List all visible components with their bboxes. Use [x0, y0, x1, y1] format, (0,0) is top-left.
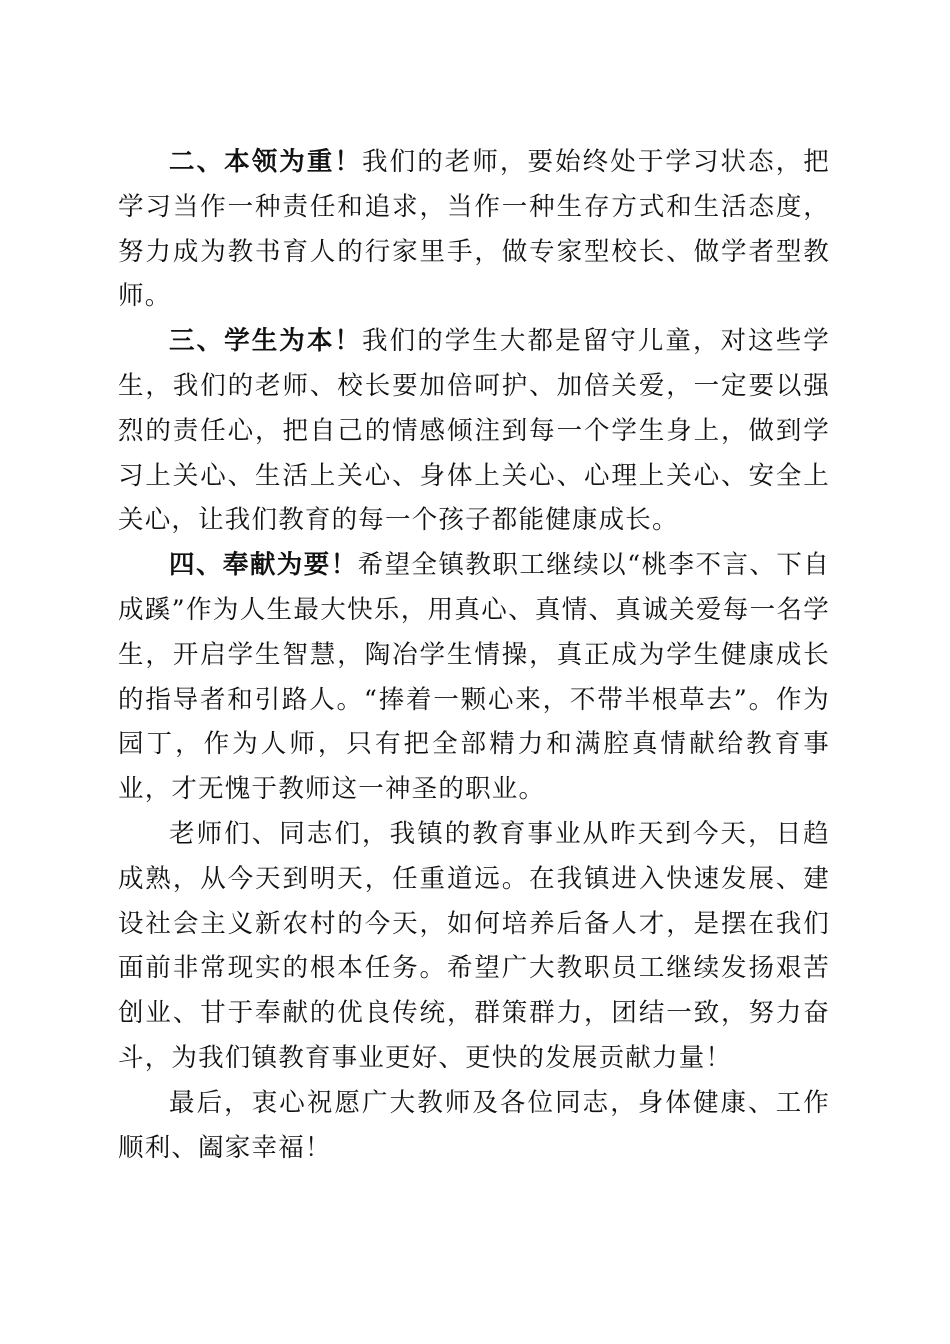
paragraph-heading: 二、本领为重！: [169, 147, 363, 177]
paragraph-dedication: [118, 543, 830, 812]
paragraph-text: 最后，衷心祝愿广大教师及各位同志，身体健康、工作顺利、阖家幸福！: [118, 1087, 830, 1163]
paragraph-heading: 三、学生为本！: [169, 326, 363, 357]
paragraph-heading: 四、奉献为要！: [169, 550, 358, 581]
paragraph-text: 希望全镇教职工继续以“桃李不言、下自成蹊”作为人生最大快乐，用真心、真情、真诚关爱每一名学生，开启学生智慧，陶冶学生情操，真正成为学生健康成长的指导者和引路人。“捧着一颗心来，不带半根草去”。作为园丁，作为人师，只有把全部精力和满腔真情献给教育事业，才无愧于教师这一神圣的职业。: [118, 550, 830, 805]
paragraph-outlook: [118, 812, 830, 1081]
paragraph-text: 我们的老师，要始终处于学习状态，把学习当作一种责任和追求，当作一种生存方式和生活态度，努力成为教书育人的行家里手，做专家型校长、做学者型教师。: [118, 147, 830, 312]
paragraph-text: 我们的学生大都是留守儿童，对这些学生，我们的老师、校长要加倍呵护、加倍关爱，一定要以强烈的责任心，把自己的情感倾注到每一个学生身上，做到学习上关心、生活上关心、身体上关心、心理上关心、安全上关心，让我们教育的每一个孩子都能健康成长。: [118, 326, 830, 536]
paragraph-students: [118, 319, 830, 543]
document-body: [118, 140, 830, 1170]
paragraph-text: 老师们、同志们，我镇的教育事业从昨天到今天，日趋成熟，从今天到明天，任重道远。在我镇进入快速发展、建设社会主义新农村的今天，如何培养后备人才，是摆在我们面前非常现实的根本任务。希望广大教职员工继续发扬艰苦创业、甘于奉献的优良传统，群策群力，团结一致，努力奋斗，为我们镇教育事业更好、更快的发展贡献力量！: [118, 818, 830, 1073]
paragraph-skills: [118, 140, 830, 319]
paragraph-closing: [118, 1081, 830, 1171]
